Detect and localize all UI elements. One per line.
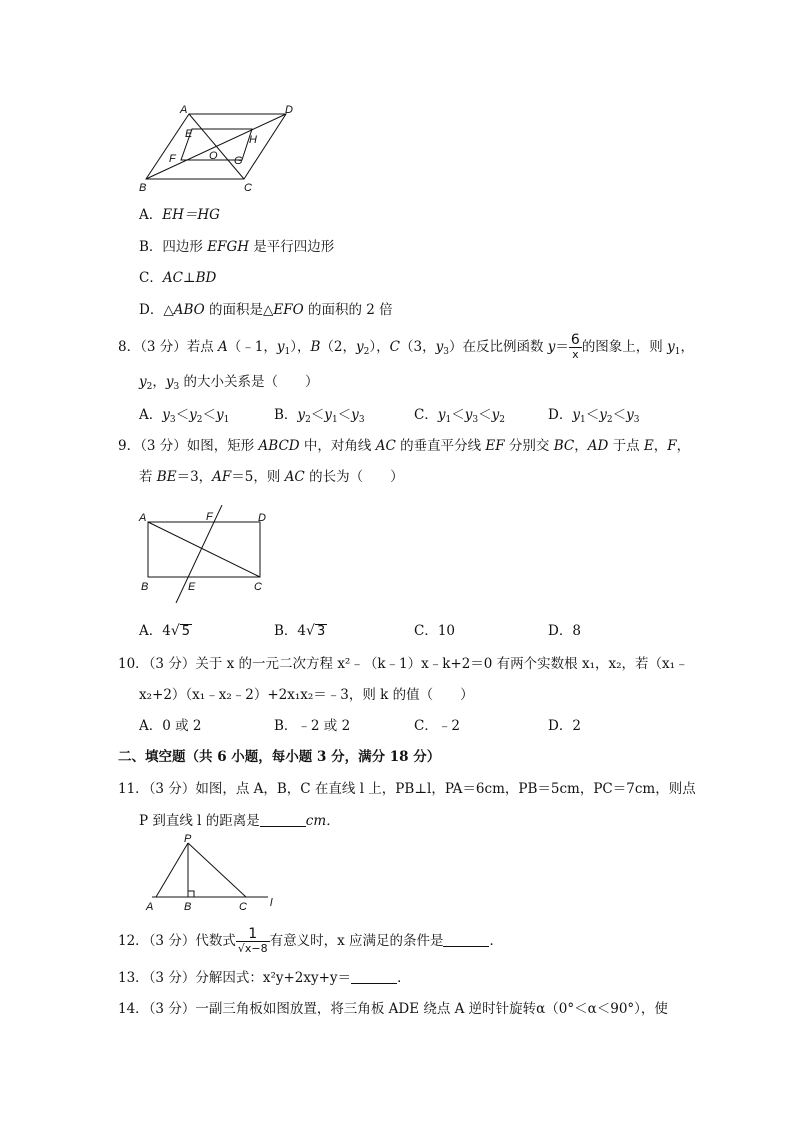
- q11-label-p: P: [184, 833, 192, 845]
- q14-stem-line1: 14．（3 分）一副三角板如图放置，将三角板 ADE 绕点 A 逆时针旋转α（0°＜α＜90°），使: [118, 1001, 668, 1017]
- q12-fraction: $\frac{1}{√x-8}$: [237, 926, 268, 955]
- q9-option-b[interactable]: B．4√ 3: [274, 623, 326, 639]
- q11-stem-line2: P 到直线 l 的距离是 cm．: [139, 813, 340, 829]
- q8-option-a[interactable]: A．$y_3<y_2<y_1$: [139, 407, 230, 425]
- q10-option-d[interactable]: D．2: [548, 718, 581, 734]
- q10-stem-line2: x₂+2）（x₁﹣x₂﹣2）+2x₁x₂＝﹣3，则 k 的值（ ）: [139, 687, 474, 703]
- q9-figure: [136, 505, 281, 605]
- q7-figure: [133, 100, 303, 195]
- q8-option-b[interactable]: B．$y_2<y_1<y_3$: [274, 407, 365, 425]
- q12-stem: 12．（3 分）代数式 $\frac{1}{√x-8}$ 有意义时，x 应满足的条件是 ．: [118, 926, 503, 955]
- q8-stem-line1: 8．（3 分）若点 A（﹣1，$y_1$），B（2，$y_2$），C（3，$y_3$）在反比例函数 y＝ $\frac{6}{x}$ 的图象上，则 $y_1$，: [118, 332, 694, 361]
- q11-figure: [136, 833, 276, 915]
- q11-label-b: B: [184, 901, 192, 913]
- q11-answer-blank[interactable]: [260, 814, 306, 827]
- q7-label-g: G: [234, 155, 243, 167]
- q10-option-b[interactable]: B．﹣2 或 2: [274, 718, 351, 734]
- q9-label-b: B: [141, 581, 149, 593]
- q8-stem-line2: $y_2$，$y_3$ 的大小关系是（ ）: [139, 374, 319, 392]
- q7-option-c[interactable]: C．AC⊥BD: [139, 270, 217, 286]
- q7-label-e: E: [185, 128, 193, 140]
- q10-option-c[interactable]: C．﹣2: [414, 718, 460, 734]
- q9-label-d: D: [258, 512, 266, 524]
- q7-option-b[interactable]: B．四边形 EFGH 是平行四边形: [139, 239, 335, 255]
- q9-option-a[interactable]: A．4√ 5: [139, 623, 191, 639]
- q9-label-a: A: [139, 512, 147, 524]
- q11-label-c: C: [239, 901, 247, 913]
- q11-stem-line1: 11．（3 分）如图，点 A，B，C 在直线 l 上，PB⊥l，PA＝6cm，PB＝5cm，PC＝7cm，则点: [118, 781, 696, 797]
- q7-option-a[interactable]: A．EH＝HG: [139, 207, 220, 223]
- q8-option-c[interactable]: C．$y_1<y_3<y_2$: [414, 407, 505, 425]
- q9-option-c[interactable]: C．10: [414, 623, 456, 639]
- q9-label-e: E: [188, 581, 196, 593]
- q7-label-h: H: [249, 134, 257, 146]
- q9-label-f: F: [206, 511, 213, 523]
- q11-label-a: A: [146, 901, 154, 913]
- q9-label-c: C: [254, 581, 262, 593]
- q7-option-d[interactable]: D．△ABO 的面积是△EFO 的面积的 2 倍: [139, 302, 393, 318]
- q7-label-c: C: [244, 182, 252, 194]
- q7-label-o: O: [209, 150, 218, 162]
- q9-stem-line1: 9．（3 分）如图，矩形 ABCD 中，对角线 AC 的垂直平分线 EF 分别交 BC，AD 于点 E，F，: [118, 438, 691, 454]
- q7-label-f: F: [169, 153, 176, 165]
- q10-stem-line1: 10．（3 分）关于 x 的一元二次方程 x²﹣（k﹣1）x﹣k+2＝0 有两个实数根 x₁，x₂，若（x₁﹣: [118, 656, 689, 672]
- q8-option-d[interactable]: D．$y_1<y_2<y_3$: [548, 407, 640, 425]
- q8-fraction: $\frac{6}{x}$: [570, 332, 580, 361]
- q7-label-d: D: [285, 104, 293, 116]
- q10-option-a[interactable]: A．0 或 2: [139, 718, 202, 734]
- q9-option-d[interactable]: D．8: [548, 623, 581, 639]
- q13-answer-blank[interactable]: [351, 971, 397, 984]
- section2-title: 二、填空题（共 6 小题，每小题 3 分，满分 18 分）: [118, 749, 441, 765]
- q12-answer-blank[interactable]: [443, 934, 489, 947]
- q7-label-b: B: [139, 182, 147, 194]
- q13-stem: 13．（3 分）分解因式：x²y+2xy+y＝ ．: [118, 970, 411, 986]
- q11-label-l: l: [270, 897, 273, 909]
- q9-stem-line2: 若 BE＝3，AF＝5，则 AC 的长为（ ）: [139, 469, 404, 485]
- q7-label-a: A: [180, 104, 188, 116]
